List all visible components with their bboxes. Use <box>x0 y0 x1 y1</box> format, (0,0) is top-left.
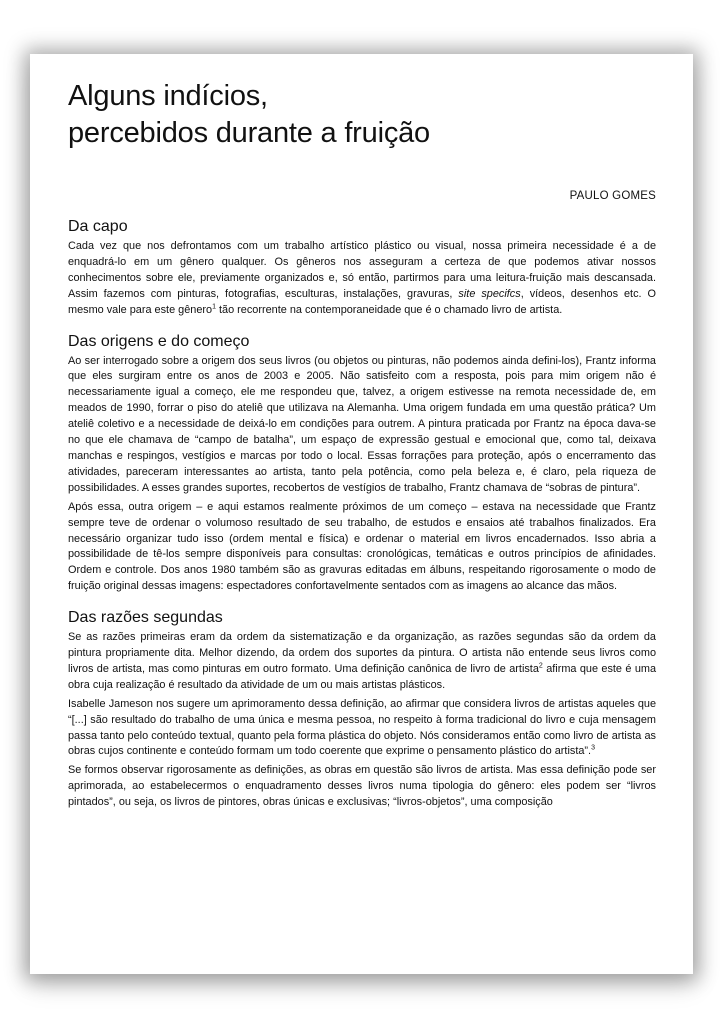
paragraph <box>68 239 656 319</box>
paragraph-text: Se as razões primeiras eram da ordem da sistematização e da organização, as razões segundas são da ordem da pintura propriamente dita. Melhor dizendo, da ordem dos suportes da pintura. O artista não entende seus livros como livros de artista, mas como pinturas em outro formato. Uma definição canônica de livro de artista <box>68 631 656 675</box>
paragraph-text: Cada vez que nos defrontamos com um trabalho artístico plástico ou visual, nossa primeira necessidade é a de enquadrá-lo em um gênero qualquer. Os gêneros nos asseguram a certeza de que podemos ativar nossos conhecimentos sobre ele, previamente organizados e, só então, partirmos para uma leitura-fruição mais descansada. Assim fazemos com pinturas, fotografias, esculturas, instalações, gravuras, <box>68 240 656 300</box>
italic-term: site specifcs <box>458 287 521 300</box>
author-name: PAULO GOMES <box>569 190 656 202</box>
footnote-ref: 3 <box>591 744 595 752</box>
section-heading-origens: Das origens e do começo <box>68 332 250 350</box>
paragraph: Se formos observar rigorosamente as definições, as obras em questão são livros de artista. Mas essa definição pode ser aprimorada, ao estabelecermos o enquadramento desses livros numa tipologia do gênero: eles podem ser “livros pintados”, ou seja, os livros de pintores, obras únicas e exclusivas; “livros-objetos”, uma composição <box>68 764 656 809</box>
footnote-ref: 1 <box>212 303 216 310</box>
paragraph-text: , vídeos, desenhos etc. O mesmo vale para este gênero <box>68 287 656 316</box>
paragraph: Ao ser interrogado sobre a origem dos seus livros (ou objetos ou pinturas, não podemos ainda defini-los), Frantz informa que eles surgiram entre os anos de 2003 e 2005. Não satisfeito com a resposta, pois para mim origem não é necessariamente igual a começo, ele me respondeu que, talvez, a origem estivesse na remota necessidade de, em meados de 1990, forrar o piso do ateliê que utilizava na Alemanha. Uma origem fundada em uma questão prática? Um ateliê coletivo e a necessidade de deixá-lo em condições para outrem. A pintura praticada por Frantz na época dava-se no que ele chamava de “campo de batalha”, um espaço de expressão gestual e emocional que, como tal, deixava manchas e respingos, vestígios e marcas por todo o local. Essas forrações para proteção, após o encerramento das atividades, pareceram interessantes ao artista, tanto pela potência, como pela beleza e, é claro, pela riqueza de possibilidades. A esses grandes suportes, recobertos de vestígios de trabalho, Frantz chamava de “sobras de pintura”. <box>68 354 656 494</box>
paragraph <box>68 630 656 694</box>
footnote-ref: 2 <box>538 662 543 670</box>
paragraph: Após essa, outra origem – e aqui estamos realmente próximos de um começo – estava na necessidade que Frantz sempre teve de ordenar o volumoso resultado de seu trabalho, de estudos e ensaios até trabalhos finalizados. Era necessário organizar tudo isso (ordem mental e física) e ordenar o material em livros encadernados. Isso abria a possibilidade de tê-los sempre disponíveis para consultas: cronológicas, temáticas e outros princípios de afinidades. Ordem e controle. Dos anos 1980 também são as gravuras editadas em álbuns, respeitando rigorosamente o modo de fruição original dessas imagens: espectadores confortavelmente sentados com as imagens ao alcance das mãos. <box>68 500 656 593</box>
paragraph-text: Isabelle Jameson nos sugere um aprimoramento dessa definição, ao afirmar que considera livros de artistas aqueles que “[...] são resultado do trabalho de uma única e mesma pessoa, no respeito à forma tradicional do livro e cuja mensagem passa tanto pelo conteúdo textual, quanto pela forma plástica do objeto. Nós consideramos então como livro de artista as obras cujos continente e conteúdo formam um todo coerente que exprime o pensamento plástico do artista”. <box>68 697 656 758</box>
section-heading-razoes-segundas: Das razões segundas <box>68 609 223 627</box>
title-line-1: Alguns indícios, <box>68 80 268 112</box>
paragraph-text: afirma que este é uma obra cuja realização é resultado da atividade de um ou mais artistas plásticos. <box>68 662 657 691</box>
section-heading-da-capo: Da capo <box>68 218 128 235</box>
document-page <box>30 54 693 974</box>
article-title <box>68 78 656 152</box>
paragraph <box>68 697 656 761</box>
article-body <box>68 78 656 814</box>
title-line-2: percebidos durante a fruição <box>68 117 430 149</box>
paragraph-text: tão recorrente na contemporaneidade que é o chamado livro de artista. <box>215 303 563 316</box>
